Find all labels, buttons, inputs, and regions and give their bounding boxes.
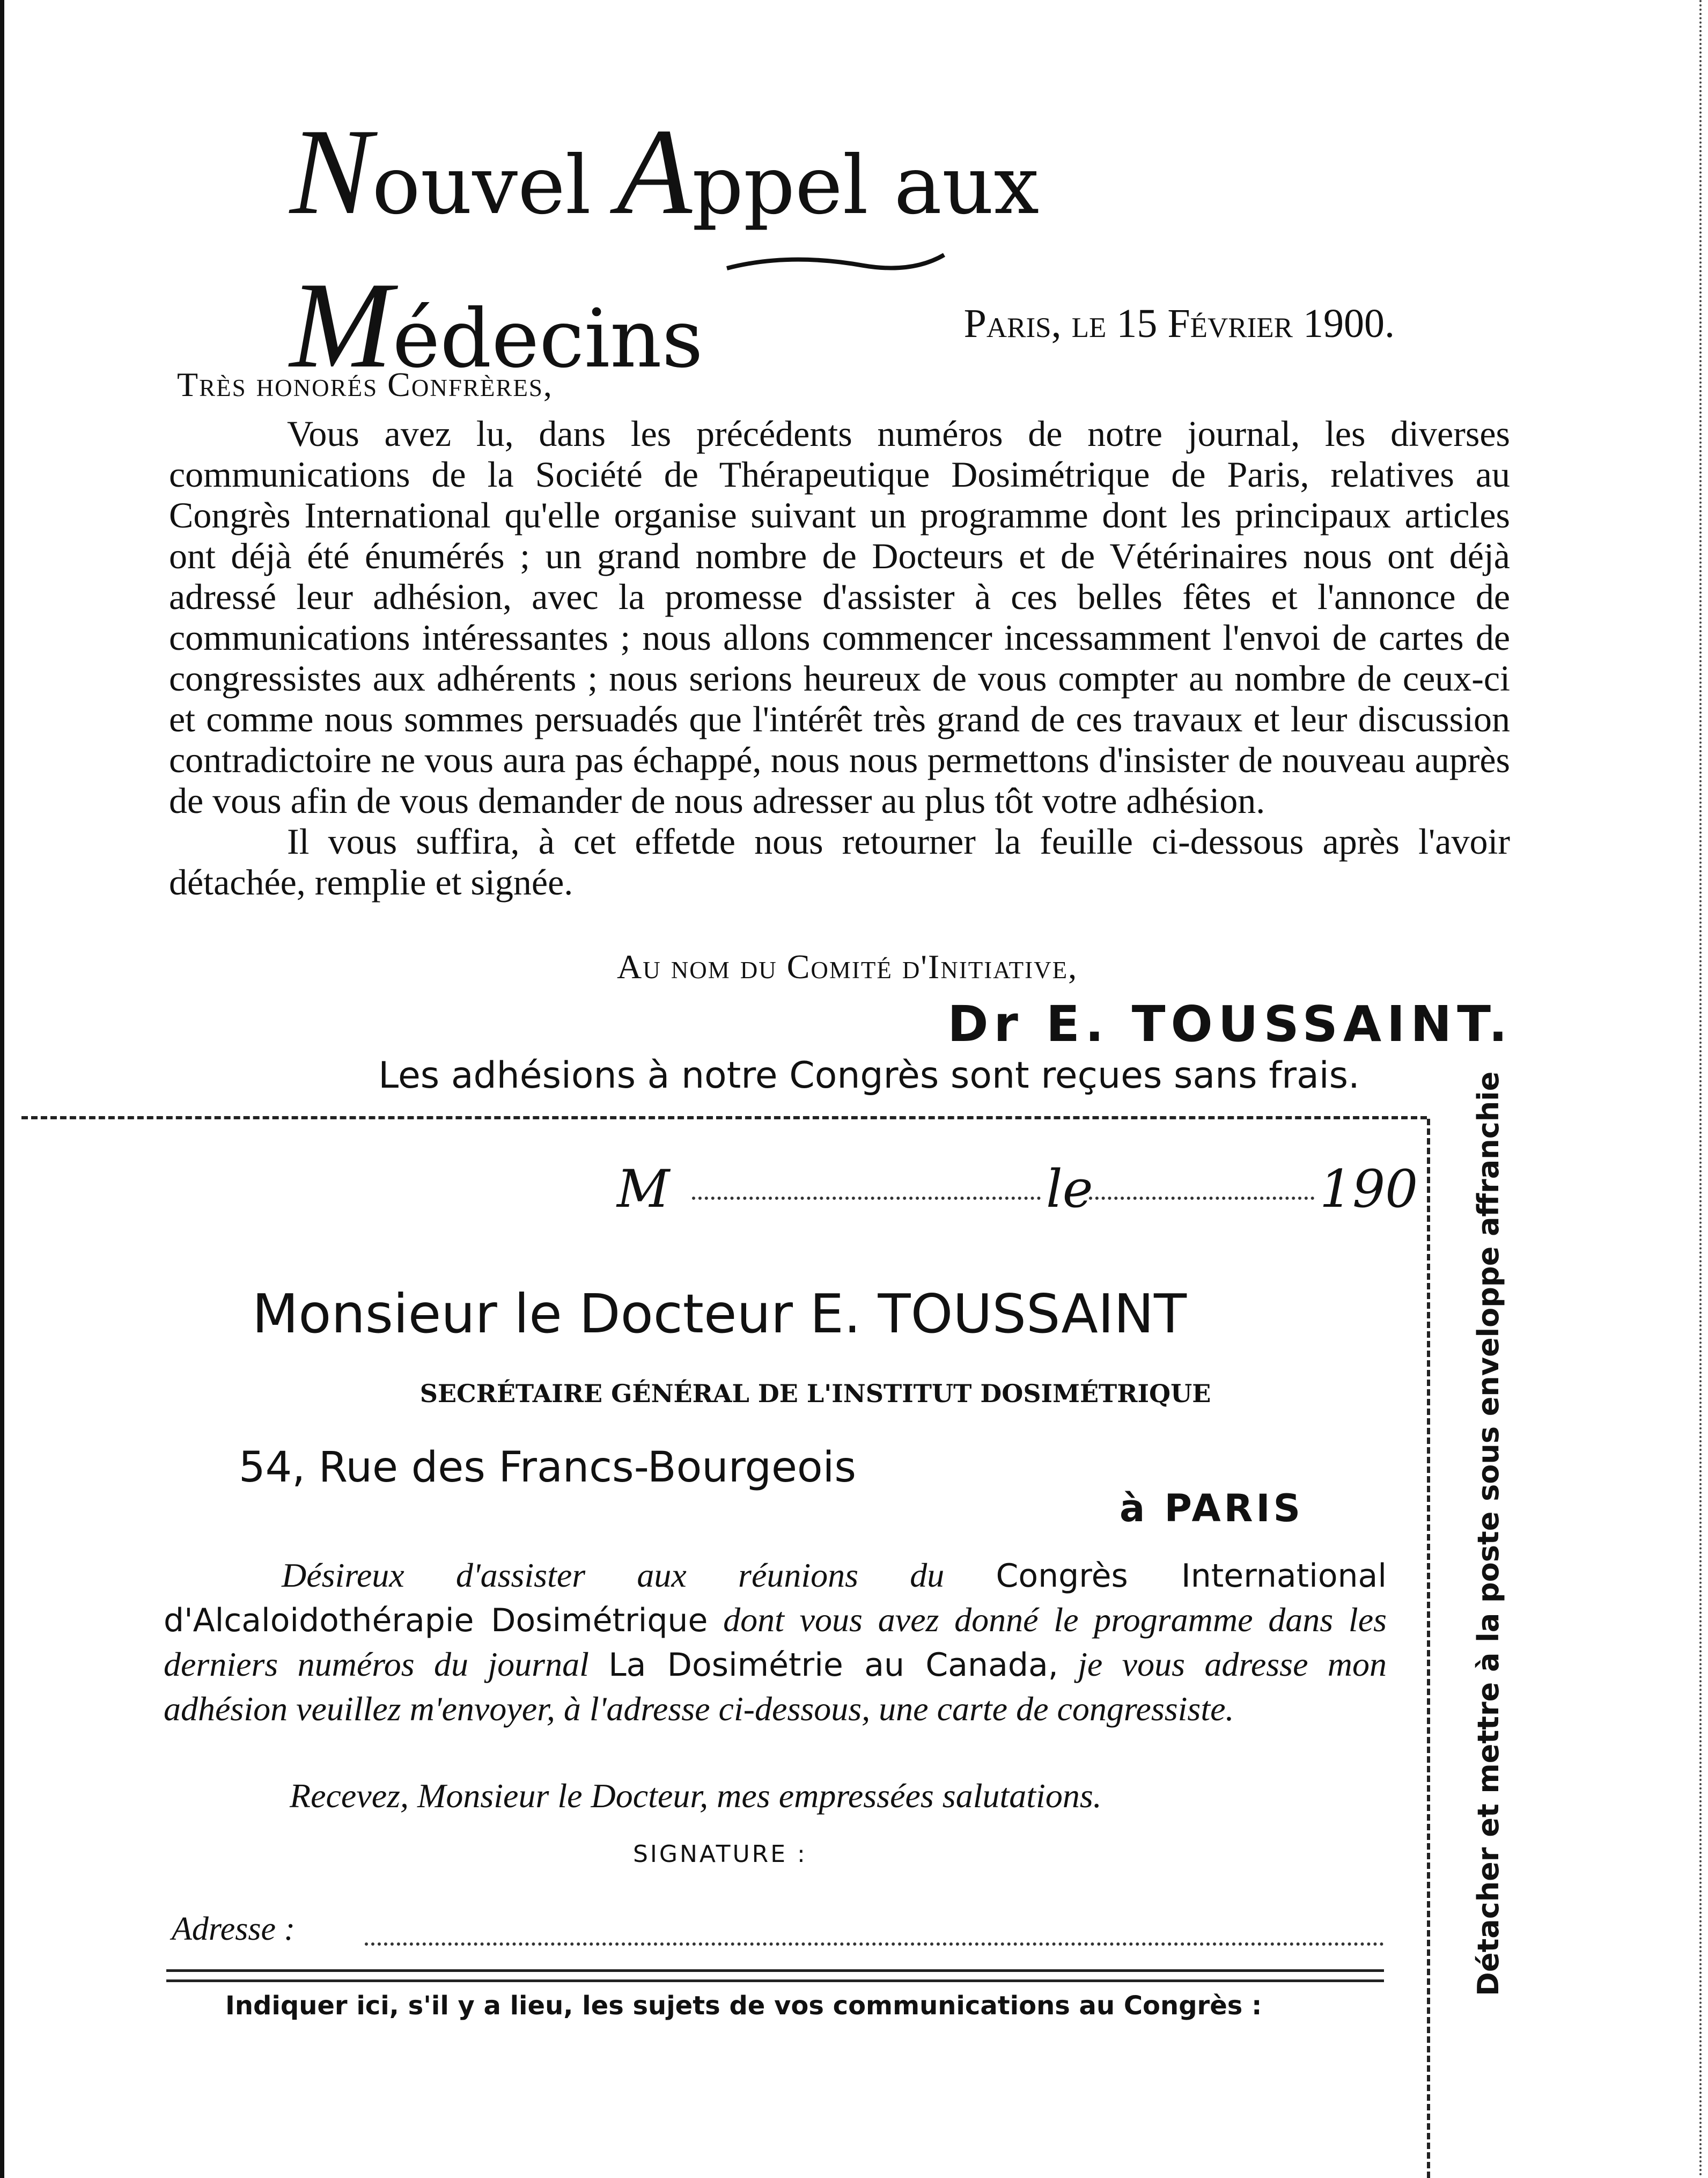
signer-name: Dr E. TOUSSAINT. [947,995,1513,1053]
side-note [1459,1071,1518,1996]
signature-label: SIGNATURE : [633,1840,807,1868]
addressee-title: SECRÉTAIRE GÉNÉRAL DE L'INSTITUT DOSIMÉTRIQUE [419,1379,1211,1408]
coupon-paragraph [164,1553,1387,1731]
title-initial-a: A [616,103,693,240]
topics-label: Indiquer ici, s'il y a lieu, les sujets de vos communications au Congrès : [225,1991,1262,2021]
date-year: 190 [1320,1159,1418,1219]
city: à PARIS [1119,1486,1304,1530]
coupon-closing: Recevez, Monsieur le Docteur, mes empressées salutations. [290,1777,1102,1815]
fees-note: Les adhésions à notre Congrès sont reçues sans frais. [378,1054,1360,1097]
street-address: 54, Rue des Francs-Bourgeois [239,1443,856,1492]
title-initial-m: M [290,256,393,393]
title-initial-n: N [290,103,372,240]
address-label: Adresse : [172,1911,296,1947]
letter-paragraph-2: Il vous suffira, à cet effetde nous retourner la feuille ci-dessous après l'avoir détachée, remplie et signée. [169,821,1510,903]
title-word-1: ouvel [372,139,617,232]
addressee: Monsieur le Docteur E. TOUSSAINT [252,1282,1187,1345]
letter-body [169,413,1510,903]
side-note-text: Détacher et mettre à la poste sous enveloppe affranchie [1471,1071,1505,1996]
title-word-3: édecins [392,292,703,386]
date-day-field[interactable] [1089,1197,1314,1200]
title-word-2: ppel aux [692,139,1040,232]
right-edge [1699,0,1704,2178]
date-le: le [1046,1159,1093,1219]
signoff: Au nom du Comité d'Initiative, [617,948,1078,986]
congress-name: Congrès International d'Alcaloidothérapie Dosimétrique [164,1557,1387,1639]
date-place-field[interactable] [692,1197,1041,1200]
journal-name: La Dosimétrie au Canada, [608,1646,1058,1684]
cut-line-side [1427,1119,1430,2178]
cut-line-top [21,1116,1427,1119]
coupon-date-line [617,1159,1418,1219]
coupon-text-e: je vous adresse mon adhésion veuillez m'envoyer, à l'adresse ci-dessous, une carte de congressiste. [164,1645,1387,1728]
address-field[interactable] [365,1942,1384,1946]
address-row [172,1910,1389,1953]
letter-paragraph-1: Vous avez lu, dans les précédents numéros de notre journal, les diverses communications de la Société de Thérapeutique Dosimétrique de Paris, relatives au Congrès International qu'elle organise suivant un programme dont les principaux articles ont déjà été énumérés ; un grand nombre de Docteurs et de Vétérinaires nous ont déjà adressé leur adhésion, avec la promesse d'assister à ces belles fêtes et l'annonce de communications intéressantes ; nous allons commencer incessamment l'envoi de cartes de congressistes aux adhérents ; nous serions heureux de vous compter au nombre de ceux-ci et comme nous sommes persuadés que l'intérêt très grand de ces travaux et leur discussion contradictoire ne vous aura pas échappé, nous nous permettons d'insister de nouveau auprès de vous afin de vous demander de nous adresser au plus tôt votre adhésion. [169,413,1510,821]
coupon-text-c: dont vous avez donné le programme dans les derniers numéros du journal [164,1601,1387,1683]
binding-edge [0,0,12,2178]
salutation: Très honorés Confrères, [177,365,553,404]
date-m: M [617,1159,670,1219]
coupon-text-a: Désireux d'assister aux réunions du [282,1556,945,1594]
dateline: Paris, le 15 Février 1900. [963,301,1395,346]
double-rule [166,1969,1384,1982]
coupon-body [164,1553,1387,1731]
ornament-swash [724,247,949,279]
